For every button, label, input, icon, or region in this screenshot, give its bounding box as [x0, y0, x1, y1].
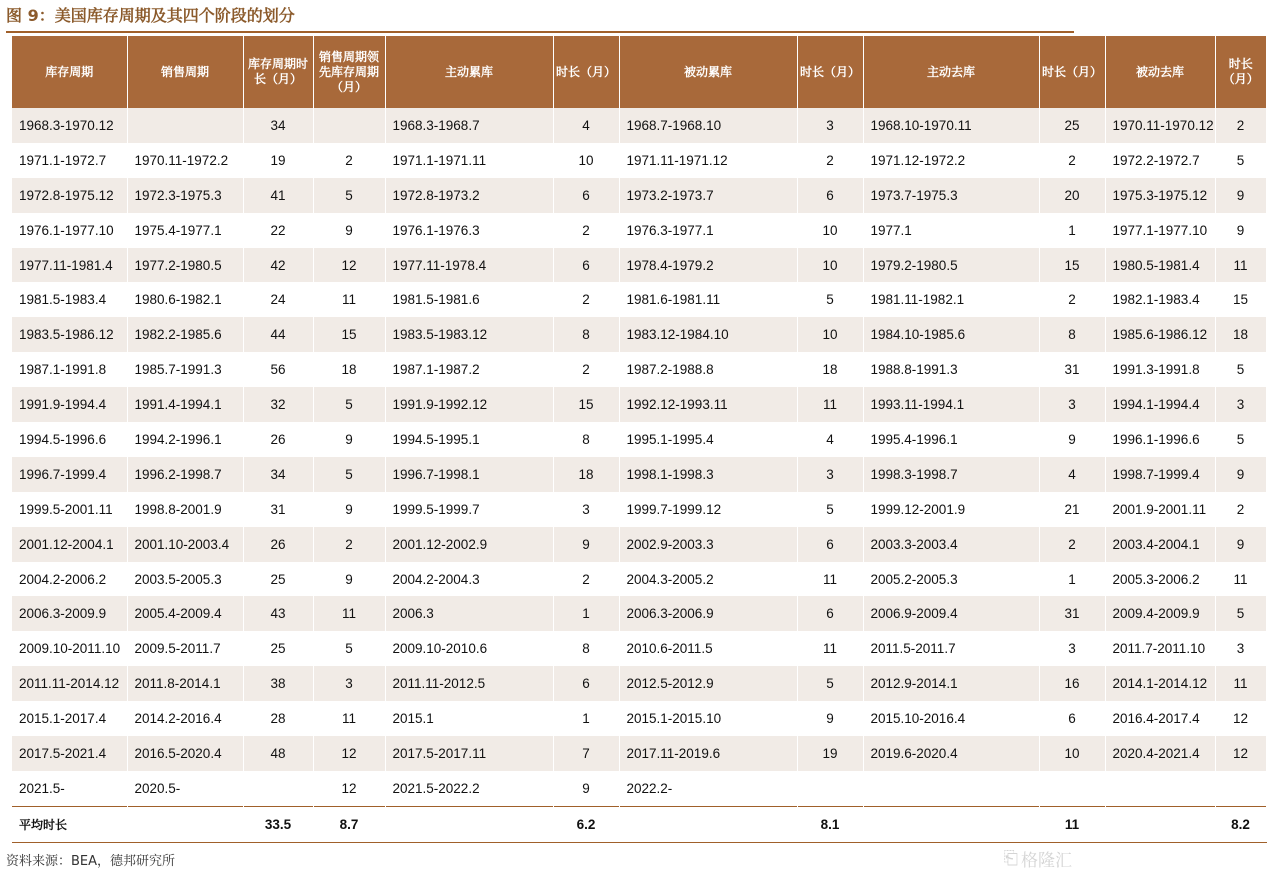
- cell-sales-cycle: 1996.2-1998.7: [127, 457, 243, 492]
- cell-passive-destock: 2016.4-2017.4: [1105, 701, 1215, 736]
- cell-active-destock-duration: 20: [1039, 178, 1105, 213]
- cell-inventory-cycle: 2015.1-2017.4: [12, 701, 127, 736]
- header-passive-restock-duration: 时长（月）: [797, 36, 863, 108]
- cell-passive-restock: 1995.1-1995.4: [619, 422, 797, 457]
- cell-active-restock-duration: 2: [553, 213, 619, 248]
- cell-sales-cycle: 2003.5-2005.3: [127, 562, 243, 597]
- cell-passive-destock: 2001.9-2001.11: [1105, 492, 1215, 527]
- cell-passive-restock: 2015.1-2015.10: [619, 701, 797, 736]
- cell-active-restock-duration: 10: [553, 143, 619, 178]
- cell-sales-lead: 12: [313, 771, 385, 806]
- cell-active-destock: 2019.6-2020.4: [863, 736, 1039, 771]
- cell-passive-restock-duration: 6: [797, 596, 863, 631]
- cell-active-restock-duration: 4: [553, 108, 619, 143]
- cell-active-destock-duration: 9: [1039, 422, 1105, 457]
- cell-passive-restock-duration: 10: [797, 213, 863, 248]
- cell-active-restock-duration: 6: [553, 178, 619, 213]
- cell-passive-destock: 1977.1-1977.10: [1105, 213, 1215, 248]
- cell-active-destock: 2015.10-2016.4: [863, 701, 1039, 736]
- cell-sales-cycle: 1970.11-1972.2: [127, 143, 243, 178]
- cell-active-destock: 2012.9-2014.1: [863, 666, 1039, 701]
- cell-active-restock: 1981.5-1981.6: [385, 282, 553, 317]
- cell-sales-cycle: 2009.5-2011.7: [127, 631, 243, 666]
- cell-passive-destock: 1975.3-1975.12: [1105, 178, 1215, 213]
- cell-inventory-duration: [243, 771, 313, 806]
- cell-passive-restock-duration: 2: [797, 143, 863, 178]
- cell-active-restock: 1994.5-1995.1: [385, 422, 553, 457]
- cell-passive-destock: 2003.4-2004.1: [1105, 527, 1215, 562]
- cell-passive-destock: 2014.1-2014.12: [1105, 666, 1215, 701]
- cell-active-restock: 2021.5-2022.2: [385, 771, 553, 806]
- cell-sales-cycle: 1977.2-1980.5: [127, 248, 243, 283]
- cell-active-destock-duration: 16: [1039, 666, 1105, 701]
- cell-active-restock: 1972.8-1973.2: [385, 178, 553, 213]
- cell-active-restock-duration: 7: [553, 736, 619, 771]
- table-row: [12, 736, 1266, 771]
- cell-active-restock: 2004.2-2004.3: [385, 562, 553, 597]
- cell-active-destock: 1993.11-1994.1: [863, 387, 1039, 422]
- cell-active-destock-duration: 4: [1039, 457, 1105, 492]
- cell-active-destock: [863, 771, 1039, 806]
- table-row: [12, 422, 1266, 457]
- cell-sales-cycle: 2011.8-2014.1: [127, 666, 243, 701]
- cell-active-destock: 1995.4-1996.1: [863, 422, 1039, 457]
- figure-title: 图 9：美国库存周期及其四个阶段的划分: [6, 6, 295, 25]
- cell-active-destock: 1977.1: [863, 213, 1039, 248]
- average-active-restock-duration: 6.2: [553, 806, 619, 842]
- cell-inventory-cycle: 2009.10-2011.10: [12, 631, 127, 666]
- cell-passive-destock-duration: 3: [1215, 631, 1266, 666]
- cell-inventory-duration: 25: [243, 562, 313, 597]
- cell-inventory-cycle: 2021.5-: [12, 771, 127, 806]
- cell-passive-restock: 1998.1-1998.3: [619, 457, 797, 492]
- cell-inventory-duration: 42: [243, 248, 313, 283]
- title-divider: [6, 31, 1074, 33]
- cell-active-destock: 1979.2-1980.5: [863, 248, 1039, 283]
- table-row: [12, 771, 1266, 806]
- average-label: 平均时长: [12, 806, 127, 842]
- header-inventory-cycle: 库存周期: [12, 36, 127, 108]
- cell-active-destock-duration: 1: [1039, 213, 1105, 248]
- cell-active-restock: 1968.3-1968.7: [385, 108, 553, 143]
- cell-active-restock: 2011.11-2012.5: [385, 666, 553, 701]
- cell-sales-lead: 11: [313, 282, 385, 317]
- cell-inventory-cycle: 1968.3-1970.12: [12, 108, 127, 143]
- cell-sales-cycle: 2001.10-2003.4: [127, 527, 243, 562]
- cell-inventory-cycle: 1999.5-2001.11: [12, 492, 127, 527]
- cell-active-destock: 1999.12-2001.9: [863, 492, 1039, 527]
- cell-active-destock: 1988.8-1991.3: [863, 352, 1039, 387]
- header-active-restock: 主动累库: [385, 36, 553, 108]
- cell-inventory-duration: 24: [243, 282, 313, 317]
- cell-passive-destock-duration: 11: [1215, 666, 1266, 701]
- cell-inventory-duration: 22: [243, 213, 313, 248]
- cell-passive-restock: 1971.11-1971.12: [619, 143, 797, 178]
- cell-passive-destock-duration: 12: [1215, 701, 1266, 736]
- header-active-restock-duration: 时长（月）: [553, 36, 619, 108]
- cell-inventory-duration: 48: [243, 736, 313, 771]
- cell-passive-restock-duration: 11: [797, 562, 863, 597]
- cell-sales-lead: 2: [313, 527, 385, 562]
- cell-passive-destock-duration: 9: [1215, 178, 1266, 213]
- cell-active-destock: 2003.3-2003.4: [863, 527, 1039, 562]
- cell-active-destock-duration: 25: [1039, 108, 1105, 143]
- table-row: [12, 701, 1266, 736]
- cell-active-destock-duration: 3: [1039, 387, 1105, 422]
- cell-passive-restock-duration: 3: [797, 457, 863, 492]
- cell-sales-lead: 5: [313, 457, 385, 492]
- cell-inventory-cycle: 1971.1-1972.7: [12, 143, 127, 178]
- table-row: [12, 248, 1266, 283]
- cell-active-destock-duration: 3: [1039, 631, 1105, 666]
- average-passive-restock: [619, 806, 797, 842]
- cell-active-restock: 1987.1-1987.2: [385, 352, 553, 387]
- cell-active-destock: 1971.12-1972.2: [863, 143, 1039, 178]
- cell-inventory-duration: 43: [243, 596, 313, 631]
- cell-passive-destock: [1105, 771, 1215, 806]
- cell-sales-cycle: 1975.4-1977.1: [127, 213, 243, 248]
- cell-sales-lead: 9: [313, 492, 385, 527]
- header-inventory-duration: 库存周期时长（月）: [243, 36, 313, 108]
- cell-active-destock-duration: 10: [1039, 736, 1105, 771]
- cell-passive-destock: 2020.4-2021.4: [1105, 736, 1215, 771]
- cell-passive-restock: 1987.2-1988.8: [619, 352, 797, 387]
- cell-sales-lead: 9: [313, 562, 385, 597]
- table-row: [12, 317, 1266, 352]
- cell-inventory-duration: 19: [243, 143, 313, 178]
- cell-passive-destock-duration: 15: [1215, 282, 1266, 317]
- cell-passive-restock: 2012.5-2012.9: [619, 666, 797, 701]
- cell-active-restock-duration: 8: [553, 317, 619, 352]
- cell-active-restock: 1999.5-1999.7: [385, 492, 553, 527]
- cell-active-restock-duration: 18: [553, 457, 619, 492]
- source-note: 资料来源：BEA，德邦研究所: [6, 854, 176, 869]
- cell-sales-cycle: 1998.8-2001.9: [127, 492, 243, 527]
- cell-inventory-cycle: 1991.9-1994.4: [12, 387, 127, 422]
- table-body: [12, 108, 1266, 842]
- cell-inventory-duration: 44: [243, 317, 313, 352]
- table-row: [12, 387, 1266, 422]
- cell-passive-restock-duration: 11: [797, 387, 863, 422]
- cell-active-destock: 1998.3-1998.7: [863, 457, 1039, 492]
- cell-active-restock: 1983.5-1983.12: [385, 317, 553, 352]
- cell-active-restock: 2009.10-2010.6: [385, 631, 553, 666]
- cell-active-destock: 1968.10-1970.11: [863, 108, 1039, 143]
- cell-sales-lead: 12: [313, 248, 385, 283]
- cell-inventory-duration: 38: [243, 666, 313, 701]
- header-active-destock: 主动去库: [863, 36, 1039, 108]
- cell-active-destock-duration: 21: [1039, 492, 1105, 527]
- cell-inventory-cycle: 1994.5-1996.6: [12, 422, 127, 457]
- cell-passive-restock: 2002.9-2003.3: [619, 527, 797, 562]
- cell-active-restock: 2017.5-2017.11: [385, 736, 553, 771]
- cell-passive-restock-duration: 18: [797, 352, 863, 387]
- table-row: [12, 492, 1266, 527]
- table-row: [12, 108, 1266, 143]
- cell-active-restock: 2015.1: [385, 701, 553, 736]
- table-row: [12, 282, 1266, 317]
- cell-passive-destock: 1970.11-1970.12: [1105, 108, 1215, 143]
- average-row: [12, 806, 1266, 842]
- cell-active-restock: 1971.1-1971.11: [385, 143, 553, 178]
- cell-passive-restock: 1968.7-1968.10: [619, 108, 797, 143]
- cell-sales-cycle: [127, 108, 243, 143]
- cell-passive-destock-duration: 18: [1215, 317, 1266, 352]
- cell-sales-lead: 11: [313, 596, 385, 631]
- cell-passive-destock: 1996.1-1996.6: [1105, 422, 1215, 457]
- header-passive-destock-duration: 时长（月）: [1215, 36, 1266, 108]
- cell-passive-restock-duration: [797, 771, 863, 806]
- cell-passive-restock-duration: 11: [797, 631, 863, 666]
- average-inventory-duration: 33.5: [243, 806, 313, 842]
- table-row: [12, 457, 1266, 492]
- cell-active-destock-duration: 1: [1039, 562, 1105, 597]
- cell-active-restock: 2001.12-2002.9: [385, 527, 553, 562]
- cell-sales-cycle: 1994.2-1996.1: [127, 422, 243, 457]
- cell-inventory-cycle: 1996.7-1999.4: [12, 457, 127, 492]
- cell-passive-restock: 1992.12-1993.11: [619, 387, 797, 422]
- cell-active-restock: 1977.11-1978.4: [385, 248, 553, 283]
- header-sales-cycle: 销售周期: [127, 36, 243, 108]
- cell-inventory-cycle: 1977.11-1981.4: [12, 248, 127, 283]
- cell-passive-restock: 1983.12-1984.10: [619, 317, 797, 352]
- cell-sales-lead: 12: [313, 736, 385, 771]
- cell-sales-lead: 3: [313, 666, 385, 701]
- cell-passive-destock: 1985.6-1986.12: [1105, 317, 1215, 352]
- cell-passive-destock: 1980.5-1981.4: [1105, 248, 1215, 283]
- cell-inventory-cycle: 2011.11-2014.12: [12, 666, 127, 701]
- header-sales-lead: 销售周期领先库存周期（月）: [313, 36, 385, 108]
- cell-active-restock-duration: 6: [553, 248, 619, 283]
- average-sales-cycle: [127, 806, 243, 842]
- average-sales-lead: 8.7: [313, 806, 385, 842]
- cell-inventory-duration: 26: [243, 527, 313, 562]
- cell-passive-destock: 1982.1-1983.4: [1105, 282, 1215, 317]
- cell-active-destock-duration: 2: [1039, 143, 1105, 178]
- cell-active-restock-duration: 6: [553, 666, 619, 701]
- cell-passive-destock-duration: 2: [1215, 492, 1266, 527]
- cell-sales-lead: 15: [313, 317, 385, 352]
- cell-passive-restock-duration: 4: [797, 422, 863, 457]
- table-row: [12, 562, 1266, 597]
- table-row: [12, 631, 1266, 666]
- cell-inventory-duration: 41: [243, 178, 313, 213]
- cell-inventory-cycle: 1987.1-1991.8: [12, 352, 127, 387]
- cell-sales-cycle: 2020.5-: [127, 771, 243, 806]
- cell-passive-restock: 1978.4-1979.2: [619, 248, 797, 283]
- cell-passive-restock-duration: 10: [797, 248, 863, 283]
- cell-active-restock-duration: 2: [553, 352, 619, 387]
- cell-sales-lead: 18: [313, 352, 385, 387]
- cell-passive-destock-duration: 5: [1215, 143, 1266, 178]
- cell-active-restock-duration: 9: [553, 771, 619, 806]
- cell-passive-destock-duration: 12: [1215, 736, 1266, 771]
- cell-passive-restock-duration: 6: [797, 527, 863, 562]
- cell-inventory-duration: 25: [243, 631, 313, 666]
- cell-passive-restock: 2006.3-2006.9: [619, 596, 797, 631]
- cell-sales-lead: 2: [313, 143, 385, 178]
- table-row: [12, 143, 1266, 178]
- cell-passive-restock-duration: 10: [797, 317, 863, 352]
- cell-active-destock-duration: 15: [1039, 248, 1105, 283]
- cell-active-restock: 1976.1-1976.3: [385, 213, 553, 248]
- cell-active-destock-duration: 2: [1039, 282, 1105, 317]
- cell-inventory-cycle: 1972.8-1975.12: [12, 178, 127, 213]
- cell-active-destock: 2006.9-2009.4: [863, 596, 1039, 631]
- cell-inventory-duration: 34: [243, 457, 313, 492]
- cell-active-destock-duration: [1039, 771, 1105, 806]
- cell-active-destock: 1973.7-1975.3: [863, 178, 1039, 213]
- cell-passive-destock-duration: 9: [1215, 527, 1266, 562]
- table-header-row: [12, 36, 1266, 108]
- cell-active-restock-duration: 15: [553, 387, 619, 422]
- cell-inventory-cycle: 1976.1-1977.10: [12, 213, 127, 248]
- cell-active-restock-duration: 8: [553, 631, 619, 666]
- cell-passive-destock-duration: 11: [1215, 248, 1266, 283]
- header-passive-restock: 被动累库: [619, 36, 797, 108]
- cell-active-destock-duration: 8: [1039, 317, 1105, 352]
- watermark-text: 格隆汇: [1021, 851, 1072, 871]
- cell-passive-destock-duration: 5: [1215, 596, 1266, 631]
- cell-sales-lead: [313, 108, 385, 143]
- cell-passive-restock: 2022.2-: [619, 771, 797, 806]
- header-active-destock-duration: 时长（月）: [1039, 36, 1105, 108]
- cell-sales-cycle: 1980.6-1982.1: [127, 282, 243, 317]
- cell-inventory-duration: 28: [243, 701, 313, 736]
- cell-passive-restock: 1976.3-1977.1: [619, 213, 797, 248]
- cell-passive-restock: 1981.6-1981.11: [619, 282, 797, 317]
- table-row: [12, 596, 1266, 631]
- cell-active-restock-duration: 3: [553, 492, 619, 527]
- cell-active-restock: 1996.7-1998.1: [385, 457, 553, 492]
- table-row: [12, 666, 1266, 701]
- cell-sales-cycle: 2016.5-2020.4: [127, 736, 243, 771]
- cell-passive-destock-duration: 5: [1215, 422, 1266, 457]
- table-row: [12, 527, 1266, 562]
- cell-passive-destock: 2009.4-2009.9: [1105, 596, 1215, 631]
- cell-sales-cycle: 1972.3-1975.3: [127, 178, 243, 213]
- cell-passive-destock: 2011.7-2011.10: [1105, 631, 1215, 666]
- cell-passive-destock: 1972.2-1972.7: [1105, 143, 1215, 178]
- cell-passive-destock-duration: 9: [1215, 213, 1266, 248]
- cell-active-destock-duration: 31: [1039, 352, 1105, 387]
- average-passive-restock-duration: 8.1: [797, 806, 863, 842]
- cell-passive-restock-duration: 3: [797, 108, 863, 143]
- cell-inventory-cycle: 1981.5-1983.4: [12, 282, 127, 317]
- cell-passive-restock: 2004.3-2005.2: [619, 562, 797, 597]
- cell-inventory-cycle: 2001.12-2004.1: [12, 527, 127, 562]
- cell-inventory-duration: 34: [243, 108, 313, 143]
- cell-passive-restock: 2010.6-2011.5: [619, 631, 797, 666]
- cell-passive-destock: 1998.7-1999.4: [1105, 457, 1215, 492]
- cell-sales-cycle: 2005.4-2009.4: [127, 596, 243, 631]
- cell-sales-cycle: 1982.2-1985.6: [127, 317, 243, 352]
- cell-active-restock-duration: 1: [553, 701, 619, 736]
- average-active-destock-duration: 11: [1039, 806, 1105, 842]
- cell-passive-restock-duration: 6: [797, 178, 863, 213]
- table-row: [12, 178, 1266, 213]
- cell-inventory-cycle: 1983.5-1986.12: [12, 317, 127, 352]
- cell-passive-restock-duration: 5: [797, 282, 863, 317]
- cell-active-destock: 1981.11-1982.1: [863, 282, 1039, 317]
- cell-active-restock-duration: 9: [553, 527, 619, 562]
- cell-active-destock: 2005.2-2005.3: [863, 562, 1039, 597]
- cell-sales-lead: 9: [313, 422, 385, 457]
- cell-sales-lead: 9: [313, 213, 385, 248]
- cell-passive-restock-duration: 19: [797, 736, 863, 771]
- cell-inventory-duration: 26: [243, 422, 313, 457]
- cell-active-restock: 1991.9-1992.12: [385, 387, 553, 422]
- cell-passive-restock: 1999.7-1999.12: [619, 492, 797, 527]
- inventory-cycle-table: [12, 36, 1267, 843]
- header-passive-destock: 被动去库: [1105, 36, 1215, 108]
- cell-passive-destock-duration: 3: [1215, 387, 1266, 422]
- cell-passive-restock: 2017.11-2019.6: [619, 736, 797, 771]
- cell-sales-lead: 5: [313, 631, 385, 666]
- cell-passive-destock: 2005.3-2006.2: [1105, 562, 1215, 597]
- cell-passive-restock: 1973.2-1973.7: [619, 178, 797, 213]
- cell-passive-destock-duration: 9: [1215, 457, 1266, 492]
- cell-inventory-duration: 31: [243, 492, 313, 527]
- cell-passive-restock-duration: 5: [797, 492, 863, 527]
- cell-sales-cycle: 1985.7-1991.3: [127, 352, 243, 387]
- cell-sales-lead: 5: [313, 178, 385, 213]
- cell-sales-lead: 11: [313, 701, 385, 736]
- average-active-restock: [385, 806, 553, 842]
- table-row: [12, 213, 1266, 248]
- cell-active-destock-duration: 31: [1039, 596, 1105, 631]
- cell-passive-destock-duration: 11: [1215, 562, 1266, 597]
- cell-sales-lead: 5: [313, 387, 385, 422]
- watermark: [1004, 846, 1072, 871]
- cell-active-destock: 1984.10-1985.6: [863, 317, 1039, 352]
- average-passive-destock: [1105, 806, 1215, 842]
- watermark-logo-icon: ⎗: [1003, 848, 1018, 869]
- cell-inventory-cycle: 2006.3-2009.9: [12, 596, 127, 631]
- cell-active-restock-duration: 8: [553, 422, 619, 457]
- cell-passive-destock-duration: [1215, 771, 1266, 806]
- cell-active-destock-duration: 2: [1039, 527, 1105, 562]
- cell-active-destock-duration: 6: [1039, 701, 1105, 736]
- cell-inventory-duration: 32: [243, 387, 313, 422]
- cell-passive-destock: 1994.1-1994.4: [1105, 387, 1215, 422]
- cell-inventory-cycle: 2017.5-2021.4: [12, 736, 127, 771]
- cell-sales-cycle: 1991.4-1994.1: [127, 387, 243, 422]
- table-row: [12, 352, 1266, 387]
- cell-passive-destock: 1991.3-1991.8: [1105, 352, 1215, 387]
- cell-passive-destock-duration: 2: [1215, 108, 1266, 143]
- cell-passive-destock-duration: 5: [1215, 352, 1266, 387]
- cell-sales-cycle: 2014.2-2016.4: [127, 701, 243, 736]
- cell-active-restock-duration: 2: [553, 282, 619, 317]
- cell-passive-restock-duration: 9: [797, 701, 863, 736]
- cell-active-restock-duration: 2: [553, 562, 619, 597]
- cell-active-destock: 2011.5-2011.7: [863, 631, 1039, 666]
- cell-active-restock: 2006.3: [385, 596, 553, 631]
- average-passive-destock-duration: 8.2: [1215, 806, 1266, 842]
- cell-inventory-duration: 56: [243, 352, 313, 387]
- average-active-destock: [863, 806, 1039, 842]
- cell-active-restock-duration: 1: [553, 596, 619, 631]
- cell-inventory-cycle: 2004.2-2006.2: [12, 562, 127, 597]
- cell-passive-restock-duration: 5: [797, 666, 863, 701]
